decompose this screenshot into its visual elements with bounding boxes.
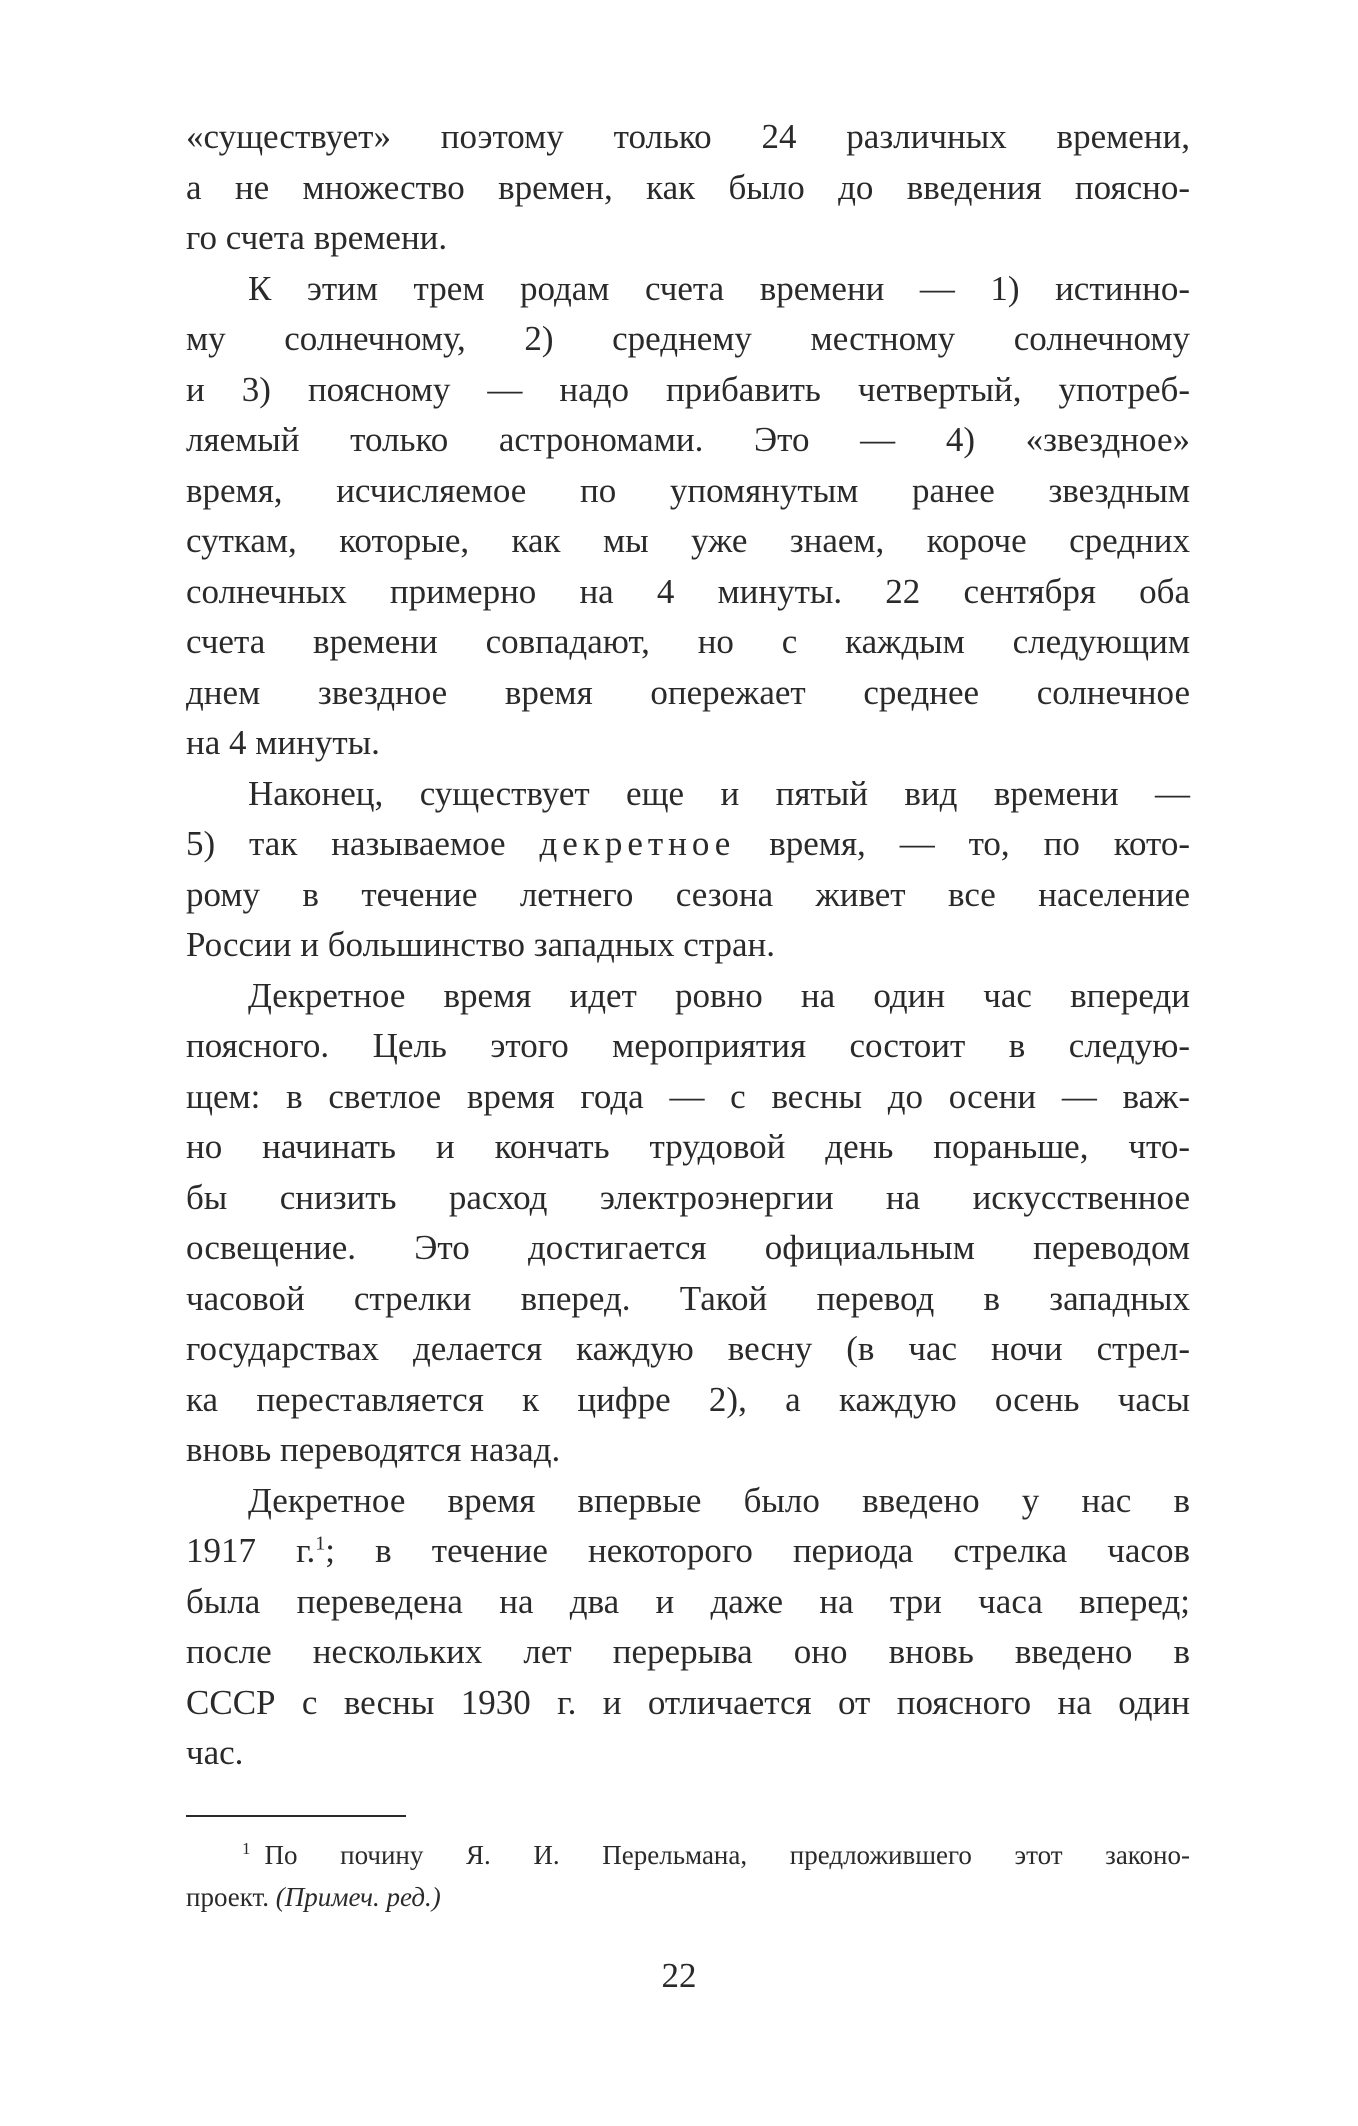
text-segment: 5) так называемое (186, 824, 540, 863)
text-segment: 1917 г. (186, 1531, 316, 1570)
footnote-text: По почину Я. И. Перельмана, предложившего этот законо- (264, 1840, 1190, 1870)
footnote-number: 1 (242, 1839, 251, 1858)
text-line: поясного. Цель этого мероприятия состоит в следую- (186, 1026, 1190, 1065)
text-line: солнечных примерно на 4 минуты. 22 сентября оба (186, 571, 1190, 611)
footnote-line (186, 1876, 1190, 1918)
text-line: рому в течение летнего сезона живет все население (186, 874, 1190, 914)
text-segment: ; в течение некоторого периода стрелка часов (325, 1531, 1190, 1570)
footnote-text: проект. (186, 1882, 276, 1912)
text-line: после нескольких лет перерыва оно вновь введено в (186, 1632, 1190, 1671)
text-line: часовой стрелки вперед. Такой перевод в западных (186, 1278, 1190, 1318)
text-line: России и большинство западных стран. (186, 925, 776, 964)
text-line: государствах делается каждую весну (в час ночи стрел- (186, 1329, 1190, 1368)
text-line: СССР с весны 1930 г. и отличается от поясного на один (186, 1682, 1190, 1722)
text-line: вновь переводятся назад. (186, 1430, 561, 1469)
text-line: время, исчисляемое по упомянутым ранее звездным (186, 470, 1190, 510)
text-line-with-spaced-term (186, 819, 1190, 870)
text-segment: время, — то, по кото- (735, 824, 1190, 863)
text-line: и 3) поясному — надо прибавить четвертый, употреб- (186, 369, 1190, 409)
footnote-reference[interactable]: 1 (315, 1532, 326, 1555)
text-line: «существует» поэтому только 24 различных времени, (186, 117, 1190, 156)
text-line: освещение. Это достигается официальным переводом (186, 1228, 1190, 1267)
text-line: щем: в светлое время года — с весны до осени — важ- (186, 1076, 1190, 1116)
text-line: час. (186, 1733, 244, 1772)
footnote-divider (186, 1815, 406, 1817)
body-text (186, 112, 1190, 1779)
text-line: днем звездное время опережает среднее солнечное (186, 672, 1190, 712)
text-line-with-footnote-ref (186, 1526, 1190, 1577)
text-line: но начинать и кончать трудовой день пораньше, что- (186, 1127, 1190, 1166)
text-line: ка переставляется к цифре 2), а каждую осень часы (186, 1379, 1190, 1419)
footnote-line (186, 1834, 1190, 1876)
editor-note: (Примеч. ред.) (275, 1882, 441, 1912)
footnote (186, 1834, 1190, 1918)
text-line: ляемый только астрономами. Это — 4) «звездное» (186, 420, 1190, 459)
text-line: Декретное время впервые было введено у нас в (248, 1480, 1190, 1520)
text-line: на 4 минуты. (186, 723, 380, 762)
text-line: бы снизить расход электроэнергии на искусственное (186, 1177, 1190, 1217)
text-line: счета времени совпадают, но с каждым следующим (186, 622, 1190, 661)
text-line: му солнечному, 2) среднему местному солнечному (186, 319, 1190, 358)
text-line: Декретное время идет ровно на один час впереди (248, 975, 1190, 1015)
spaced-term: декретное (539, 824, 736, 863)
text-line: Наконец, существует еще и пятый вид времени — (248, 773, 1190, 813)
text-line: суткам, которые, как мы уже знаем, короче средних (186, 521, 1190, 560)
text-line: а не множество времен, как было до введения поясно- (186, 167, 1190, 207)
text-line: была переведена на два и даже на три часа вперед; (186, 1581, 1190, 1621)
text-line: го счета времени. (186, 218, 448, 257)
page-number: 22 (661, 1956, 697, 1995)
text-line: К этим трем родам счета времени — 1) истинно- (248, 268, 1190, 308)
